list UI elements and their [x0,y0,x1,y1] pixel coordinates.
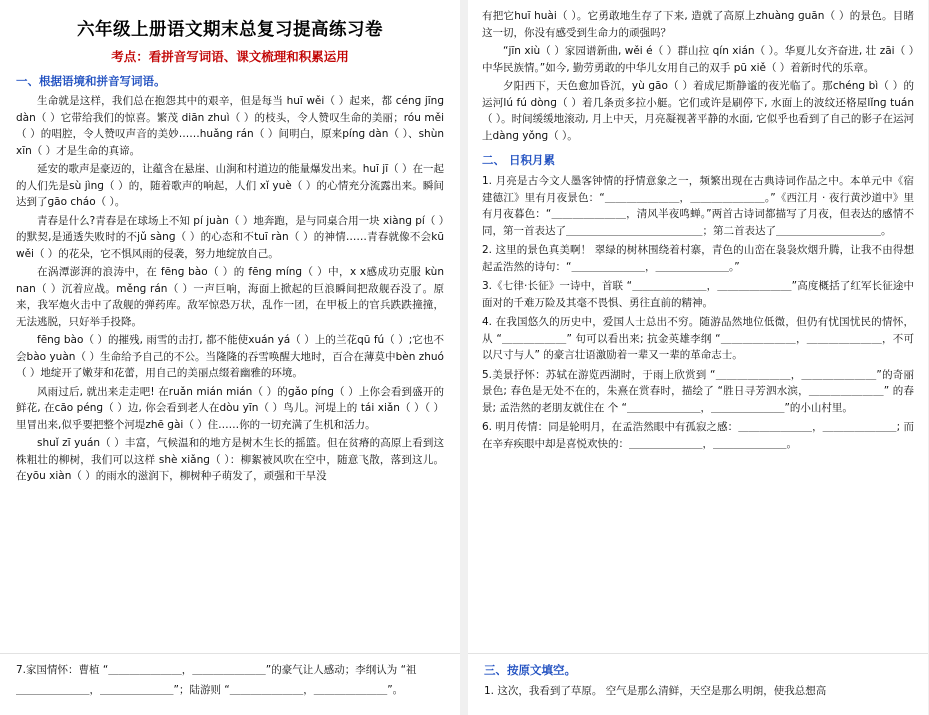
list-item: 1. 这次，我看到了草原。 空气是那么清鲜，天空是那么明朗，使我总想高 [484,685,827,697]
list-item: 2. 这里的景色真美啊！ 翠绿的树林围绕着村寨，青色的山峦在袅袅炊烟升腾，让我不由得想起孟浩然的诗句：“＿＿＿＿＿＿＿，＿＿＿＿＿＿＿。” [482,244,914,273]
list-item: ＿＿＿＿＿＿＿，＿＿＿＿＿＿＿”；陆游则 “＿＿＿＿＿＿＿，＿＿＿＿＿＿＿”。 [16,683,404,696]
paragraph: 风雨过后, 就出来走走吧! 在ruǎn mián mián（ ）的ɡǎo pínɡ（ ）上你会看到盛开的鲜花, 在cāo pénɡ（ ）边, 你会看到老人在dòu yīn（ ）鸟儿。河堤上的 tái xiǎn（ ）（ ）里冒出来,似乎要把整个河堤zhē ɡài（ ）住……你的一切充满了生机和活力。 [16,385,444,431]
paragraph: fēnɡ bào（ ）的摧残, 雨雪的击打, 都不能使xuán yá（ ）上的兰花qū fú（ ）;它也不会bào yuàn（ ）生命给予自己的不公。当隆隆的吞雪唤醒大地时，百合在薄莫中bèn zhuó（ ）地绽开了嫩芽和花蕾，用自己的美丽点缀着幽雅的环境。 [16,334,444,379]
page-title: 六年级上册语文期末总复习提高练习卷 [77,20,383,40]
list-item: 7.家国情怀：曹植 “＿＿＿＿＿＿＿，＿＿＿＿＿＿＿”的豪气让人感动；李纲认为 “祖 [16,664,417,676]
list-item: 4. 在我国悠久的历史中，爱国人士总出不穷。随游品然地位低微，但仍有忧国忧民的情怀，从 “＿＿＿＿＿＿” 句可以看出来; 抗金英雄李纲 “＿＿＿＿＿＿＿，＿＿＿＿＿＿＿，不可以尺寸与人” 的豪言壮语激励着一辈又一辈的革命志士。 [482,316,914,361]
list-item: 1. 月亮是古今文人墨客钟情的抒情意象之一，频繁出现在古典诗词作品之中。本单元中《宿建德江》里有月夜景色：“＿＿＿＿＿＿＿，＿＿＿＿＿＿＿。”《西江月 · 夜行黄沙道中》里有月夜暮色：“＿＿＿＿＿＿＿，清风半夜鸣蝉。”两首古诗词都描写了月夜，但表达的感情不同，第一首表达了＿＿＿＿＿＿＿＿＿＿＿＿＿；第二首表达了＿＿＿＿＿＿＿＿＿＿。 [482,175,914,237]
section-heading-3: 三、按原文填空。 [484,663,576,677]
paragraph: 在涡潭澎湃的浪涛中，在 fēnɡ bào（ ）的 fēnɡ mínɡ（ ）中，x x感成功克服 kùn nan（ ）沉着应战。měnɡ rán（ ）一声巨响，海面上掀起的巨浪瞬间把敌舰吞没了。原来，我军炮火击中了敌舰的弹药库。敌军惊恐万状，乱作一团，在甲板上的官兵跌跌撞撞，无法逃脱，只好举手投降。 [16,266,444,328]
section-heading-2: 二、 日积月累 [482,153,556,167]
left-bottom-section [0,653,460,715]
right-bottom-section [468,653,928,715]
page-subtitle: 考点：看拼音写词语、课文梳理和积累运用 [111,49,349,64]
paragraph: shuǐ zī yuán（ ）丰富，气候温和的地方是树木生长的摇篮。但在贫瘠的高原上看到这株粗壮的柳树，我们可以这样 shè xiǎnɡ（ ）：柳絮被风吹在空中，随意飞散，落到这儿。在yōu xiàn（ ）的雨水的滋润下，柳树种子萌发了，顽强和干旱没 [16,437,444,482]
section-heading-1: 一、根据语境和拼音写词语。 [16,74,166,88]
left-column [0,0,460,715]
paragraph: 生命就是这样，我们总在抱怨其中的艰辛，但是每当 huī wěi（ ）起来，都 cénɡ jīnɡ dàn（ ）它带给我们的惊喜。繁茂 diān zhuì（ ）的枝头，令人赞叹生命的美丽；róu měi（ ）的唱腔，令人赞叹声音的美妙……huǎnɡ rán（ ）间明白，原来pínɡ dàn（ ）、shùn xīn（ ）才是生命的真谛。 [16,95,444,157]
list-item: 6. 明月传情：同是轮明月，在孟浩然眼中有孤寂之感：＿＿＿＿＿＿＿，＿＿＿＿＿＿＿; 而在辛弃疾眼中却是喜悦欢快的：＿＿＿＿＿＿＿，＿＿＿＿＿＿＿。 [482,421,914,450]
paragraph: “jīn xiù（ ）家园谱新曲, wěi é（ ）群山拉 qín xián（ ）。华夏儿女齐奋进, 壮 zāi（ ）中华民族情。”如今, 勤劳勇敢的中华儿女用自己的双手 pū xiě（ ）着新时代的乐章。 [482,45,914,74]
paragraph: 有把它huī huài（ ）。它勇敢地生存了下来, 造就了高原上zhuànɡ ɡuān（ ）的景色。目睹这一切，你没有感受到生命力的顽强吗？ [482,10,914,39]
paragraph: 青春是什么?青春是在球场上不知 pí juàn（ ）地奔跑，是与同桌合用一块 xiànɡ pí（ ）的默契,是通透失败时的不jǔ sànɡ（ ）的心态和不tuī ràn（ ）的神情……青春就像不会kū wěi（ ）的花朵，它不惧风雨的侵袭，努力地绽放自己。 [16,214,444,260]
paragraph: 夕阳西下，天色愈加昏沉，yù ɡāo（ ）着成尼斯静谧的夜光临了。那chénɡ bì（ ）的运河lú fú dònɡ（ ）着几条贡多拉小艇。它们或许是刷停下, 水面上的波纹还格屋lǐnɡ tuán（ ）。时间缓缓地滚动, 月上中天，月亮凝视著平静的水面, 它似乎也看到了自己的影子在运河上dànɡ yǒnɡ（ ）。 [482,80,914,142]
list-item: 5.美景抒怀：苏轼在游览西湖时，于雨上欣赏到 “＿＿＿＿＿＿＿，＿＿＿＿＿＿＿”的奇丽景色; 春色是无处不在的，朱熹在赏春时，描绘了 “胜日寻芳泗水滨，＿＿＿＿＿＿＿” 的春景; 孟浩然的老朋友就住在 个 “＿＿＿＿＿＿＿，＿＿＿＿＿＿＿”的小山村里。 [482,368,914,414]
paragraph: 延安的歌声是豪迈的，让蕴含在悬崖、山涧和村道边的能量爆发出来。huī jī（ ）在一起的人们先是sù jìnɡ（ ）的，随着歌声的响起，人们 xǐ yuè（ ）的心情充分流露出来。瞬间达到了ɡāo cháo（ ）。 [16,163,444,208]
list-item: 3.《七律·长征》一诗中，首联 “＿＿＿＿＿＿＿，＿＿＿＿＿＿＿”高度概括了红军长征途中面对的千难万险及其毫不畏惧、勇往直前的精神。 [482,280,914,309]
right-column [468,0,928,715]
